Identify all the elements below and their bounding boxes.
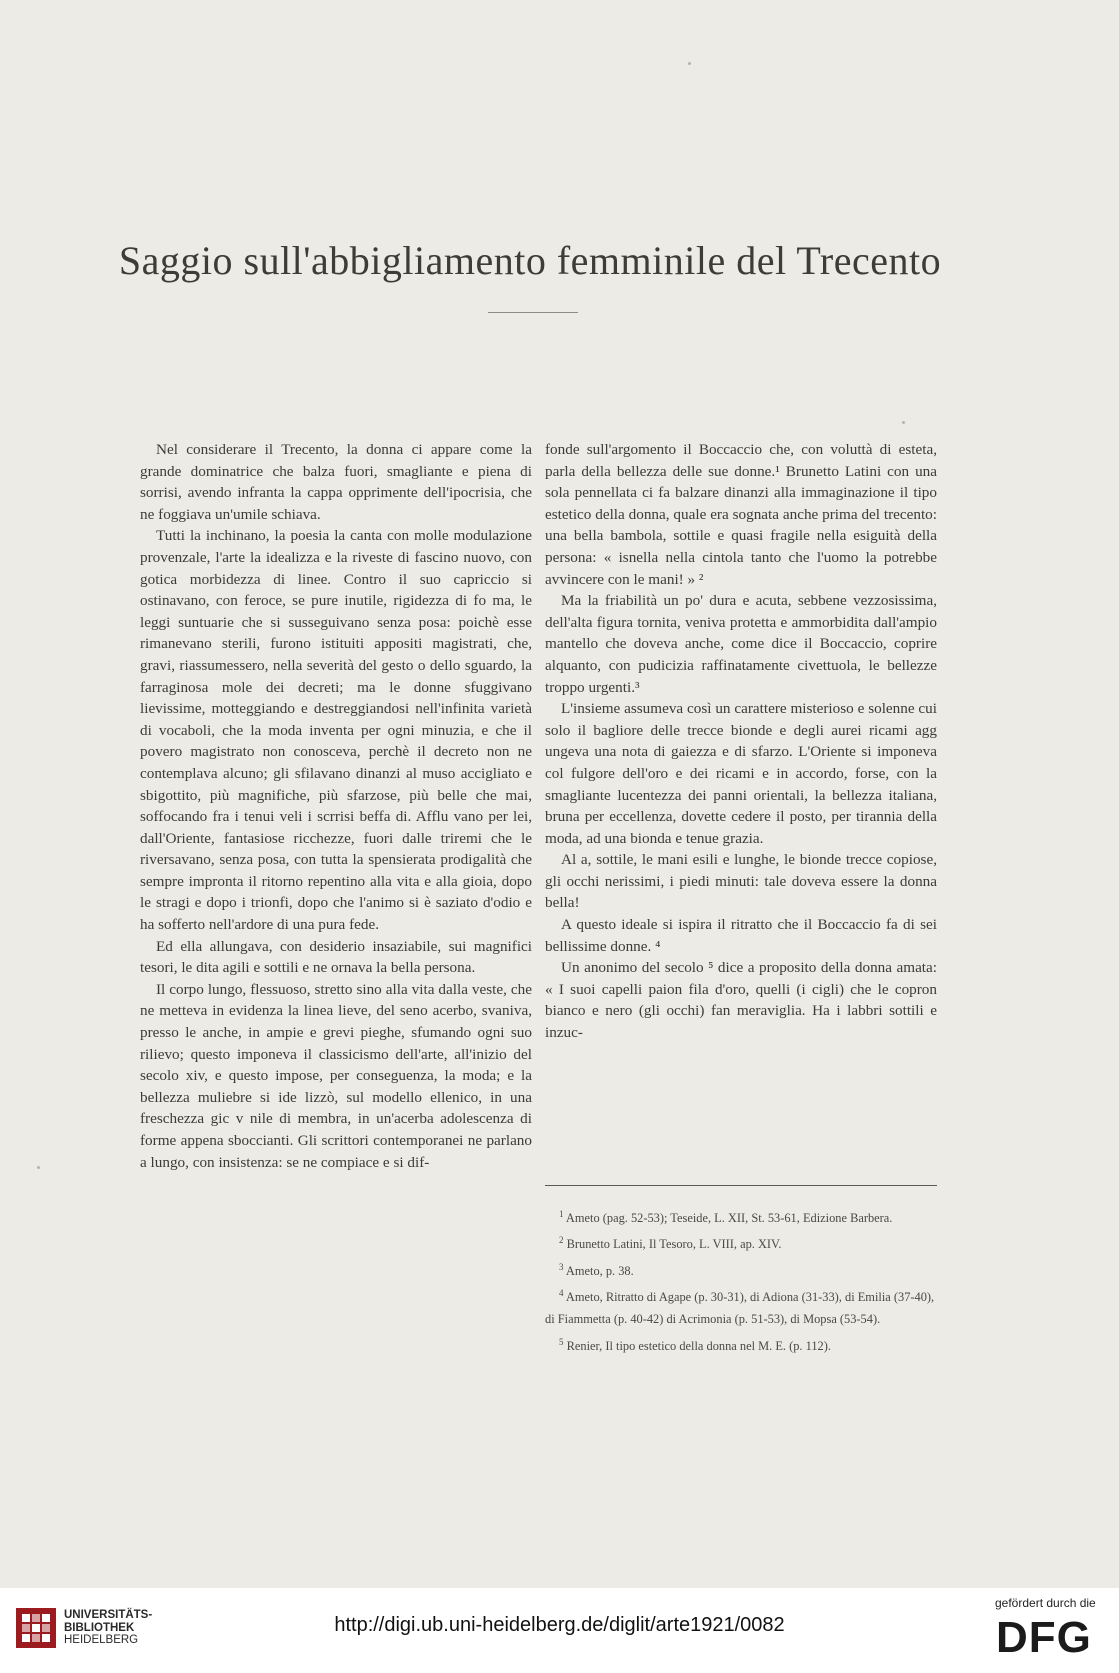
footnote-number: 3 bbox=[559, 1261, 564, 1272]
footnote-divider bbox=[545, 1185, 937, 1186]
article-title: Saggio sull'abbigliamento femminile del Trecento bbox=[118, 238, 942, 283]
footnote-number: 5 bbox=[559, 1336, 564, 1347]
paragraph: Il corpo lungo, flessuoso, stretto sino alla vita dalla veste, che ne metteva in evidenza la linea lieve, del seno acerbo, svaniva, presso le anche, in ampie e grevi pieghe, sfumando ogni suo rilievo; questo imponeva il classicismo dell'arte, all'inizio del secolo xiv, e questo impose, per conseguenza, la moda; e la bellezza muliebre si ide lizzò, sul modello ellenico, in una freschezza gic v nile di membra, in un'acerba adolescenza di forme appena sboccianti. Gli scrittori contemporanei ne parlano a lungo, con insistenza: se ne compiace e si dif- bbox=[140, 980, 532, 1171]
footnote-number: 1 bbox=[559, 1209, 564, 1219]
paragraph: Tutti la inchinano, la poesia la canta con molle modulazione provenzale, l'arte la idealizza e la riveste di fascino nuovo, con gotica morbidezza di linee. Contro il suo capriccio si ostinavano, con feroce, se pure inutile, rigidezza di fo ma, le leggi suntuarie che si susseguivano senza posa: poichè esse rimanevano sterili, furono istituiti appositi magistrati, che, gravi, riassumessero, nella severità del gesto o dello sguardo, la farraginosa mole dei decreti; ma le donne sfuggivano lievissime, motteggiando e destreggiandosi nell'infinita varietà di vocaboli, che la moda inventa per ogni minuzia, e che il povero magistrato non conosceva, perchè il decreto non ne contemplava alcuno; gli sfilavano dinanzi al muso accigliato e sbigottito, più magnifiche, più sfarzose, più belle che mai, soffocando fra i tenui veli i scrrisi beffa di. Afflu vano per lei, dall'Oriente, fantasiose ricchezze, fuori dalle triremi che le riversavano, senza posa, con tutta la spensierata prodigalità che sempre impronta il ritorno repentino alla vita e alla gioia, dopo le stragi e dopo i trionfi, dopo che l'animo si è saziato d'odio e ha sofferto nell'ardore di una pura fede. bbox=[140, 527, 532, 934]
paper-speck bbox=[37, 1166, 40, 1169]
footnote-text: Ameto, Ritratto di Agape (p. 30-31), di Adiona (31-33), di Emilia (37-40), di Fiammetta (p. 40-42) di Acrimonia (p. 51-53), di Mopsa (53-54). bbox=[545, 1290, 935, 1327]
paragraph: Ed ella allungava, con desiderio insaziabile, sui magnifici tesori, le dita agili e sottili e ne ornava la bella persona. bbox=[140, 937, 532, 977]
footnote-text: Ameto (pag. 52-53); Teseide, L. XII, St. 53-61, Edizione Barbera. bbox=[565, 1211, 893, 1226]
paper-speck bbox=[902, 421, 905, 424]
footnote bbox=[545, 1229, 937, 1255]
paragraph: Al a, sottile, le mani esili e lunghe, le bionde trecce copiose, gli occhi nerissimi, i piedi minuti: tale doveva essere la donna bella! bbox=[545, 851, 937, 912]
footnote-number: 4 bbox=[559, 1287, 564, 1298]
footnote-number: 2 bbox=[559, 1235, 564, 1246]
library-name-line: UNIVERSITÄTS- bbox=[64, 1609, 153, 1621]
paragraph: L'insieme assumeva così un carattere misterioso e solenne cui solo il bagliore delle trecce bionde e degli aurei ricami agg ungeva una nota di gaiezza e di sfarzo. L'Oriente si imponeva col fulgore dell'oro e dei ricami e in accordo, forse, con la smagliante lucentezza dei panni orientali, la bellezza italiana, bruna per eccellenza, dovette cedere il posto, per tirannia della moda, ad una bionda e tenue grazia. bbox=[545, 700, 937, 847]
footnote bbox=[545, 1256, 937, 1282]
right-column bbox=[545, 439, 937, 1044]
paragraph: Ma la friabilità un po' dura e acuta, sebbene vezzosissima, dell'alta figura tornita, veniva protetta e ammorbidita dall'ampio mantello che doveva anche, come dice il Boccaccio, coprire alquanto, con pudicizia raffinatamente civettuola, le bellezze troppo urgenti.³ bbox=[545, 592, 937, 696]
left-column bbox=[140, 439, 532, 1173]
footnote-text: Brunetto Latini, Il Tesoro, L. VIII, ap. XIV. bbox=[566, 1237, 782, 1252]
funding-label: gefördert durch die bbox=[995, 1596, 1096, 1610]
title-divider bbox=[488, 312, 578, 313]
permalink-url[interactable]: http://digi.ub.uni-heidelberg.de/diglit/arte1921/0082 bbox=[334, 1614, 785, 1636]
library-name-line: HEIDELBERG bbox=[64, 1634, 139, 1646]
footnote bbox=[545, 1331, 937, 1357]
paragraph: A questo ideale si ispira il ritratto che il Boccaccio fa di sei bellissime donne. ⁴ bbox=[545, 916, 937, 955]
footnote-text: Renier, Il tipo estetico della donna nel M. E. (p. 112). bbox=[566, 1338, 831, 1353]
footnote-text: Ameto, p. 38. bbox=[565, 1263, 634, 1278]
paper-speck bbox=[688, 62, 691, 65]
footnote bbox=[545, 1282, 937, 1331]
footnote bbox=[545, 1203, 937, 1229]
dfg-logo: DFG bbox=[996, 1613, 1092, 1662]
paragraph: Un anonimo del secolo ⁵ dice a proposito della donna amata: « I suoi capelli paion fila d'oro, quelli (i cigli) che le copron bianco e nero (gli occhi) fan meraviglia. Ha i labbri sottili e inzuc- bbox=[545, 959, 937, 1042]
footnotes bbox=[545, 1203, 937, 1357]
library-name-line: BIBLIOTHEK bbox=[64, 1621, 135, 1634]
paragraph: Nel considerare il Trecento, la donna ci appare come la grande dominatrice che balza fuori, smagliante e piena di sorrisi, avendo infranta la cappa opprimente dell'ipocrisia, che ne foggiava un'umile schiava. bbox=[140, 441, 532, 523]
paragraph: fonde sull'argomento il Boccaccio che, con voluttà di esteta, parla della bellezza delle sue donne.¹ Brunetto Latini con una sola pennellata ci fa balzare dinanzi alla immaginazione il tipo estetico della donna, quale era sognata anche prima del trecento: una bella bambola, sottile e quasi fragile nella esiguità della persona: « isnella nella cintola tanto che l'uomo la potrebbe avvincere con le mani! » ² bbox=[545, 441, 937, 588]
